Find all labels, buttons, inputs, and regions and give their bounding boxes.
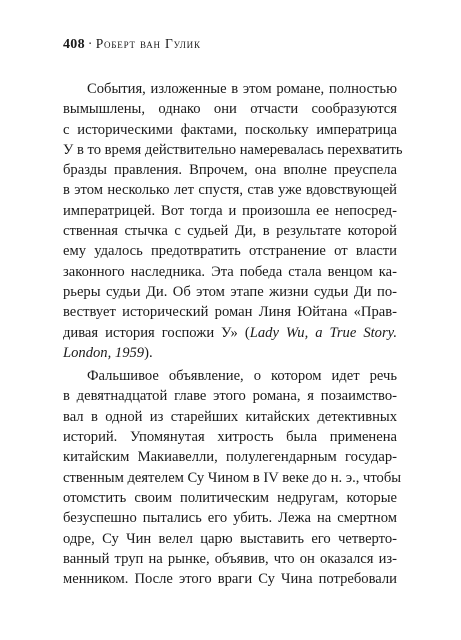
author-name: Роберт ван Гулик: [95, 36, 201, 51]
header-separator: ·: [87, 36, 93, 51]
running-head: [63, 36, 201, 53]
text-line: ственным деятелем Су Чином в IV веке до н. э., чтобы: [63, 469, 402, 486]
text-line: вымышлены, однако они отчасти сообразуются: [63, 101, 397, 118]
citation-italic: London, 1959: [63, 344, 145, 361]
paragraph-2: [63, 366, 402, 589]
text-line: ванный труп на рынке, объявив, что он оказался из-: [63, 550, 397, 567]
page-number: 408: [63, 37, 85, 52]
text-line: ственная стычка с судьей Ди, в результате которой: [63, 223, 397, 240]
text-line: бразды правления. Впрочем, она вполне преуспела: [63, 162, 397, 179]
text-line: законного наследника. Эта победа стала венцом ка-: [63, 263, 397, 280]
text-line: китайским Макиавелли, полулегендарным государ-: [63, 449, 397, 466]
text-line: менником. После этого враги Су Чина потребовали: [63, 571, 397, 588]
text-line: дивая история госпожи У» (Lady Wu, a True Story.: [63, 324, 397, 341]
text-line: У в то время действительно намеревалась перехватить: [63, 141, 403, 158]
text-line: в этом несколько лет спустя, став уже вдовствующей: [63, 182, 397, 199]
paragraph-1: [63, 79, 403, 363]
text-line: в девятнадцатой главе этого романа, я позаимство-: [63, 388, 397, 405]
text-line: вествует исторический роман Линя Юйтана «Прав-: [63, 304, 397, 321]
text-line: ему удалось предотвратить отстранение от власти: [63, 243, 397, 260]
text-line: События, изложенные в этом романе, полностью: [87, 81, 397, 97]
text-line: отомстить своим политическим недругам, которые: [63, 489, 397, 506]
text-line: историй. Упомянутая хитрость была применена: [63, 429, 397, 446]
text-line: одре, Су Чин велел царю выставить его четверто-: [63, 530, 397, 547]
body-text: [63, 79, 403, 589]
text-line: рьеры судьи Ди. Об этом этапе жизни судьи Ди по-: [63, 283, 397, 300]
citation-italic: Lady Wu, a True Story.: [249, 324, 397, 341]
text-line: безуспешно пытались его убить. Лежа на смертном: [63, 510, 397, 527]
text-line: вал в одной из старейших китайских детективных: [63, 408, 397, 425]
text-line: London, 1959).: [63, 344, 153, 361]
text-line: Фальшивое объявление, о котором идет речь: [87, 368, 397, 385]
text-line: императрицей. Вот тогда и произошла ее непосред-: [63, 202, 397, 219]
text-line: с историческими фактами, поскольку императрица: [63, 121, 397, 138]
